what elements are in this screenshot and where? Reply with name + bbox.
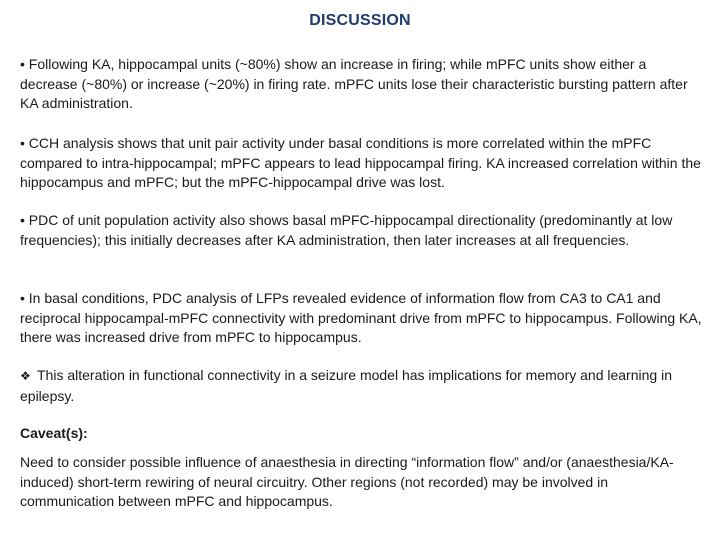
conclusion-paragraph: [20, 366, 705, 406]
bullet-paragraph-2: [20, 134, 705, 193]
paragraph-text: PDC of unit population activity also shows basal mPFC-hippocampal directionality (predominantly at low frequencies); this initially decreases after KA administration, then later increases at all frequencies.: [20, 212, 673, 248]
bullet-icon: •: [20, 135, 25, 151]
paragraph-text: Following KA, hippocampal units (~80%) show an increase in firing; while mPFC units show either a decrease (~80%) or increase (~20%) in firing rate. mPFC units lose their characteristic bursting pattern after KA administration.: [20, 56, 688, 111]
bullet-icon: •: [20, 56, 25, 72]
bullet-icon: •: [20, 212, 25, 228]
bullet-paragraph-3: [20, 211, 705, 250]
caveat-paragraph: Need to consider possible influence of anaesthesia in directing “information flow” and/or (anaesthesia/KA-induced) short-term rewiring of neural circuitry. Other regions (not recorded) may be involved in communication between mPFC and hippocampus.: [20, 454, 674, 509]
caveat-heading: Caveat(s):: [20, 425, 88, 441]
diamond-bullet-icon: ❖: [20, 369, 31, 383]
bullet-icon: •: [20, 290, 25, 306]
bullet-paragraph-1: [20, 55, 705, 114]
paragraph-text: In basal conditions, PDC analysis of LFPs revealed evidence of information flow from CA3 to CA1 and reciprocal hippocampal-mPFC connectivity with predominant drive from mPFC to hippocampus. Following KA, there was increased drive from mPFC to hippocampus.: [20, 290, 702, 345]
bullet-paragraph-4: [20, 289, 705, 348]
page-title: DISCUSSION: [309, 12, 411, 29]
conclusion-text: This alteration in functional connectivity in a seizure model has implications for memory and learning in epilepsy.: [20, 367, 672, 404]
paragraph-text: CCH analysis shows that unit pair activity under basal conditions is more correlated within the mPFC compared to intra-hippocampal; mPFC appears to lead hippocampal firing. KA increased correlation within the hippocampus and mPFC; but the mPFC-hippocampal drive was lost.: [20, 135, 701, 190]
